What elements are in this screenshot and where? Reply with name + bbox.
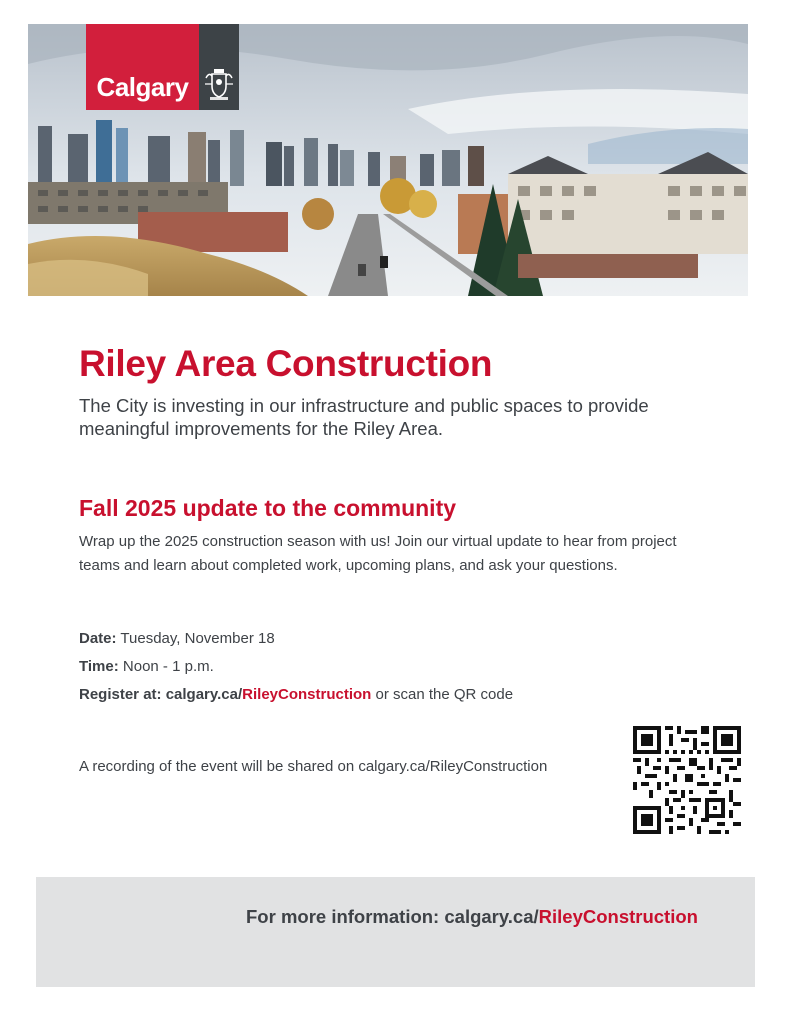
date-label: Date: [79,630,117,647]
footer-info-text [246,906,698,928]
update-heading: Fall 2025 update to the community [79,495,457,521]
city-crest-logo [199,24,239,110]
update-description: Wrap up the 2025 construction season with us! Join our virtual update to hear from project teams and learn about completed work, upcoming plans, and ask your questions. [79,533,677,574]
time-label: Time: [79,658,119,675]
register-link-domain[interactable]: calgary.ca/ [165,686,243,703]
register-suffix: or scan the QR code [375,686,514,703]
event-date [79,630,275,647]
crest-icon [203,68,235,102]
logo-wordmark: Calgary [96,72,189,102]
time-value: Noon - 1 p.m. [122,658,214,675]
recording-note: A recording of the event will be shared on calgary.ca/RileyConstruction [79,758,548,775]
event-registration [79,686,513,703]
date-value: Tuesday, November 18 [120,630,275,647]
intro-paragraph: The City is investing in our infrastructure and public spaces to provide meaningful improvements for the Riley Area. [79,395,649,439]
qr-code-icon[interactable] [633,726,741,834]
register-label: Register at: [79,686,162,703]
footer-prefix: For more information: calgary.ca/ [246,906,539,927]
page-title: Riley Area Construction [79,343,493,384]
footer-link[interactable]: RileyConstruction [538,906,698,927]
event-time [79,658,214,675]
qr-code-graphic [633,726,741,834]
register-link-path[interactable]: RileyConstruction [242,686,372,703]
footer-info-bar [36,877,755,987]
calgary-logo [86,24,199,110]
